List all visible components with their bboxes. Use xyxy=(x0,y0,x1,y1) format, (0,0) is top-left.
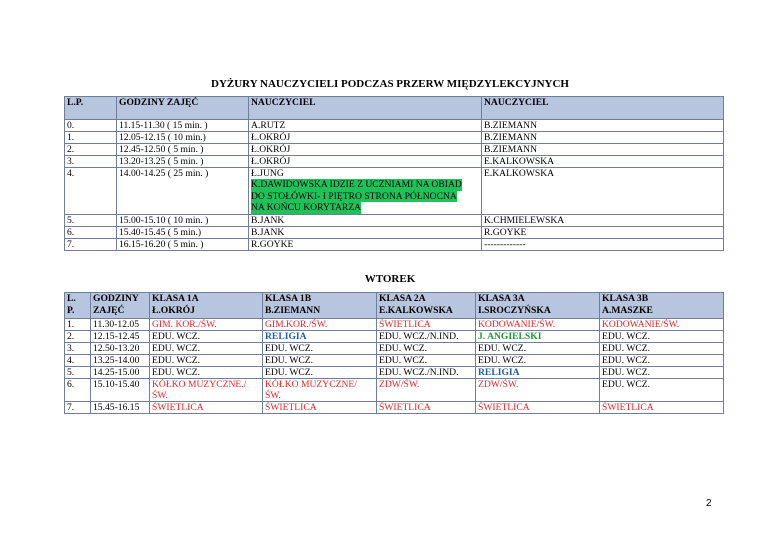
cell-2a: EDU. WCZ. xyxy=(377,355,476,367)
row-lp: 7. xyxy=(65,402,91,414)
header-hours: GODZINY ZAJĘĆ xyxy=(91,293,150,319)
header-class-1b: KLASA 1B B.ZIEMANN xyxy=(263,293,377,319)
teacher-name: Ł.JUNG xyxy=(251,168,284,179)
cell-2a: ŚWIETLICA xyxy=(377,402,476,414)
table-row xyxy=(65,355,724,367)
row-teacher-1: Ł.OKRÓJ xyxy=(249,156,482,168)
table-row xyxy=(65,367,724,379)
cell-3b: KODOWANIE/ŚW. xyxy=(600,319,724,331)
cell-1a: ŚWIETLICA xyxy=(150,402,263,414)
row-time: 15.40-15.45 ( 5 min.) xyxy=(117,226,249,238)
cell-2a: ZDW/ŚW. xyxy=(377,379,476,402)
row-time: 12.45-12.50 ( 5 min. ) xyxy=(117,144,249,156)
page-number: 2 xyxy=(706,498,712,509)
row-lp: 2. xyxy=(65,144,117,156)
cell-1a: EDU. WCZ. xyxy=(150,367,263,379)
table-row xyxy=(65,319,724,331)
row-lp: 5. xyxy=(65,214,117,226)
cell-1a: GIM. KOR./ŚW. xyxy=(150,319,263,331)
cell-1a: EDU. WCZ. xyxy=(150,343,263,355)
table-row xyxy=(65,214,724,226)
table-row xyxy=(65,144,724,156)
cell-3a: RELIGIA xyxy=(476,367,600,379)
lunch-note-line-3: NA KOŃCU KORYTARZA xyxy=(251,202,362,213)
cell-3a: ZDW/ŚW. xyxy=(476,379,600,402)
cell-3b: EDU. WCZ. xyxy=(600,367,724,379)
cell-3b: ŚWIETLICA xyxy=(600,402,724,414)
cell-3b: EDU. WCZ. xyxy=(600,355,724,367)
row-time: 15.45-16.15 xyxy=(91,402,150,414)
row-teacher-2: E.KALKOWSKA xyxy=(482,156,724,168)
header-class-3b: KLASA 3B A.MASZKE xyxy=(600,293,724,319)
cell-2a: EDU. WCZ. xyxy=(377,343,476,355)
row-lp: 6. xyxy=(65,379,91,402)
cell-1b: EDU. WCZ. xyxy=(263,367,377,379)
row-lp: 4. xyxy=(65,355,91,367)
row-teacher-2: B.ZIEMANN xyxy=(482,120,724,132)
header-class-3a: KLASA 3A I.SROCZYŃSKA xyxy=(476,293,600,319)
row-teacher-1: Ł.OKRÓJ xyxy=(249,132,482,144)
header-teacher-1: NAUCZYCIEL xyxy=(249,97,482,120)
cell-1b: EDU. WCZ. xyxy=(263,355,377,367)
table-header-row xyxy=(65,97,724,120)
cell-3b: EDU. WCZ. xyxy=(600,331,724,343)
row-lp: 5. xyxy=(65,367,91,379)
cell-3b: EDU. WCZ. xyxy=(600,379,724,402)
row-teacher-2: R.GOYKE xyxy=(482,226,724,238)
row-teacher-2: ------------- xyxy=(482,238,724,250)
cell-3a: EDU. WCZ. xyxy=(476,343,600,355)
row-lp: 7. xyxy=(65,238,117,250)
lunch-note-line-2: DO STOŁÓWKI- I PIĘTRO STRONA PÓŁNOCNA xyxy=(251,190,457,202)
table-row xyxy=(65,402,724,414)
tuesday-table xyxy=(64,292,724,414)
row-teacher-2: K.CHMIELEWSKA xyxy=(482,214,724,226)
row-teacher-2: E.KALKOWSKA xyxy=(482,168,724,215)
cell-1a: EDU. WCZ. xyxy=(150,331,263,343)
cell-2a: EDU. WCZ./N.IND. xyxy=(377,331,476,343)
row-time: 14.00-14.25 ( 25 min. ) xyxy=(117,168,249,215)
table-row xyxy=(65,226,724,238)
duty-schedule-title: DYŻURY NAUCZYCIELI PODCZAS PRZERW MIĘDZYLEKCYJNYCH xyxy=(211,78,569,90)
lunch-note-line-1: K.DAWIDOWSKA IDZIE Z UCZNIAMI NA OBIAD xyxy=(251,179,462,190)
cell-1b: EDU. WCZ. xyxy=(263,343,377,355)
cell-1b: ŚWIETLICA xyxy=(263,402,377,414)
table-row xyxy=(65,132,724,144)
row-teacher-1: R.GOYKE xyxy=(249,238,482,250)
table-row xyxy=(65,343,724,355)
row-lp: 1. xyxy=(65,319,91,331)
row-time: 14.25-15.00 xyxy=(91,367,150,379)
cell-1a: KÓŁKO MUZYCZNE./ ŚW. xyxy=(150,379,263,402)
cell-2a: EDU. WCZ./N.IND. xyxy=(377,367,476,379)
header-lp: L. P. xyxy=(65,293,91,319)
row-time: 13.20-13.25 ( 5 min. ) xyxy=(117,156,249,168)
row-lp: 3. xyxy=(65,156,117,168)
duty-table xyxy=(64,96,724,251)
header-class-1a: KLASA 1A Ł.OKRÓJ xyxy=(150,293,263,319)
row-lp: 2. xyxy=(65,331,91,343)
row-teacher-1: B.JANK xyxy=(249,226,482,238)
cell-3a: EDU. WCZ. xyxy=(476,355,600,367)
header-teacher-2: NAUCZYCIEL xyxy=(482,97,724,120)
row-time: 12.50-13.20 xyxy=(91,343,150,355)
row-time: 15.00-15.10 ( 10 min. ) xyxy=(117,214,249,226)
row-teacher-1 xyxy=(249,168,482,215)
row-lp: 1. xyxy=(65,132,117,144)
row-time: 12.05-12.15 ( 10 min.) xyxy=(117,132,249,144)
cell-1a: EDU. WCZ. xyxy=(150,355,263,367)
table-row xyxy=(65,331,724,343)
table-header-row xyxy=(65,293,724,319)
row-teacher-1: A.RUTZ xyxy=(249,120,482,132)
cell-3b: EDU. WCZ. xyxy=(600,343,724,355)
row-time: 11.15-11.30 ( 15 min. ) xyxy=(117,120,249,132)
cell-1b: GIM.KOR./ŚW. xyxy=(263,319,377,331)
row-lp: 0. xyxy=(65,120,117,132)
row-time: 11.30-12.05 xyxy=(91,319,150,331)
row-teacher-1: B.JANK xyxy=(249,214,482,226)
cell-1b: KÓŁKO MUZYCZNE/ ŚW. xyxy=(263,379,377,402)
table-row xyxy=(65,379,724,402)
table-row xyxy=(65,168,724,215)
cell-3a: ŚWIETLICA xyxy=(476,402,600,414)
header-hours: GODZINY ZAJĘĆ xyxy=(117,97,249,120)
row-teacher-2: B.ZIEMANN xyxy=(482,132,724,144)
row-lp: 6. xyxy=(65,226,117,238)
header-lp: L.P. xyxy=(65,97,117,120)
row-teacher-2: B.ZIEMANN xyxy=(482,144,724,156)
row-time: 13.25-14.00 xyxy=(91,355,150,367)
row-lp: 4. xyxy=(65,168,117,215)
cell-3a: KODOWANIE/ŚW. xyxy=(476,319,600,331)
table-row xyxy=(65,120,724,132)
header-class-2a: KLASA 2A E.KALKOWSKA xyxy=(377,293,476,319)
row-time: 16.15-16.20 ( 5 min. ) xyxy=(117,238,249,250)
table-row xyxy=(65,238,724,250)
row-lp: 3. xyxy=(65,343,91,355)
row-time: 12.15-12.45 xyxy=(91,331,150,343)
row-time: 15.10-15.40 xyxy=(91,379,150,402)
cell-2a: ŚWIETLICA xyxy=(377,319,476,331)
row-teacher-1: Ł.OKRÓJ xyxy=(249,144,482,156)
cell-1b: RELIGIA xyxy=(263,331,377,343)
cell-3a: J. ANGIELSKI xyxy=(476,331,600,343)
tuesday-title: WTOREK xyxy=(364,273,416,285)
table-row xyxy=(65,156,724,168)
